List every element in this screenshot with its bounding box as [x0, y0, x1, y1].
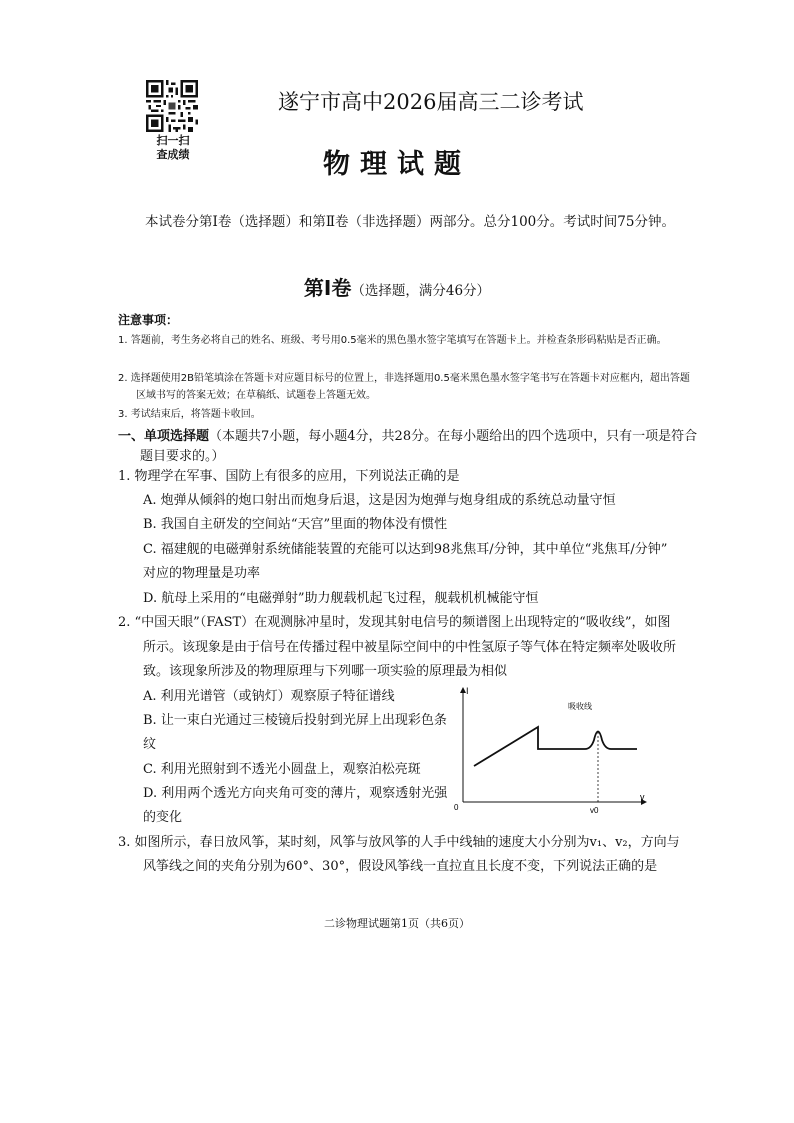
q1-option-a: A. 炮弹从倾斜的炮口射出而炮身后退，这是因为炮弹与炮身组成的系统总动量守恒 [143, 493, 616, 508]
notice-item: 2. 选择题使用2B铅笔填涂在答题卡对应题目标号的位置上，非选择题用0.5毫米黑色墨水签字笔书写在答题卡对应框内，超出答题区域书写的答案无效；在草稿纸、试题卷上答题无效。 [118, 373, 690, 401]
absorption-label: 吸收线 [568, 702, 592, 711]
intro-text: 本试卷分第Ⅰ卷（选择题）和第Ⅱ卷（非选择题）两部分。总分100分。考试时间75分钟。 [145, 214, 675, 230]
section-desc: （本题共7小题，每小题4分，共28分。在每小题给出的四个选项中，只有一项是符合题目要求的。） [140, 429, 698, 464]
q2-stem-cont: 所示。该现象是由于信号在传播过程中被星际空间中的中性氢原子等气体在特定频率处吸收所 [143, 640, 677, 655]
qr-caption: 扫一扫 查成绩 [156, 134, 190, 161]
q2-option-d: D. 利用两个透光方向夹角可变的薄片，观察透射光强 [143, 786, 448, 801]
notice-title: 注意事项： [118, 313, 179, 327]
q2-option-a: A. 利用光谱管（或钠灯）观察原子特征谱线 [143, 689, 395, 704]
subject-title: 物理试题 [323, 149, 471, 180]
q1-option-d: D. 航母上采用的“电磁弹射”助力舰载机起飞过程，舰载机机械能守恒 [143, 591, 539, 606]
volume-note: （选择题，满分46分） [351, 283, 491, 299]
q1-option-c-cont: 对应的物理量是功率 [143, 566, 261, 581]
section-label: 一、单项选择题 [118, 429, 210, 444]
marker-label: v0 [590, 806, 599, 814]
school-title: 遂宁市高中2026届高三二诊考试 [278, 90, 584, 114]
q2-option-c: C. 利用光照射到不透光小圆盘上，观察泊松亮斑 [143, 762, 421, 777]
qr-code-icon[interactable] [146, 80, 198, 132]
y-axis-label: I [466, 686, 469, 696]
q2-option-b: B. 让一束白光通过三棱镜后投射到光屏上出现彩色条 [143, 713, 447, 728]
notice-item: 3. 考试结束后，将答题卡收回。 [118, 409, 261, 420]
origin-label: 0 [454, 803, 459, 812]
spectrum-line [474, 727, 637, 766]
q2-stem: 2. “中国天眼”（FAST）在观测脉冲星时，发现其射电信号的频谱图上出现特定的“吸收线”，如图 [118, 615, 671, 630]
spectrum-figure [452, 682, 660, 814]
q2-option-b-cont: 纹 [143, 737, 157, 752]
q2-stem-cont: 致。该现象所涉及的物理原理与下列哪一项实验的原理最为相似 [143, 664, 508, 679]
section-heading [118, 427, 700, 467]
q1-option-c: C. 福建舰的电磁弹射系统储能装置的充能可以达到98兆焦耳/分钟，其中单位“兆焦耳/分钟” [143, 542, 668, 557]
q1-stem: 1. 物理学在军事、国防上有很多的应用，下列说法正确的是 [118, 469, 460, 484]
q2-option-d-cont: 的变化 [143, 810, 183, 825]
q3-stem-cont: 风筝线之间的夹角分别为60°、30°，假设风筝线一直拉直且长度不变，下列说法正确的是 [143, 859, 658, 874]
notice-item: 1. 答题前，考生务必将自己的姓名、班级、考号用0.5毫米的黑色墨水签字笔填写在答题卡上。并检查条形码粘贴是否正确。 [118, 335, 667, 346]
x-axis-label: v [640, 792, 645, 802]
volume-title: 第Ⅰ卷 [303, 276, 352, 300]
page-footer: 二诊物理试题第1页（共6页） [324, 917, 470, 930]
q1-option-b: B. 我国自主研发的空间站“天宫”里面的物体没有惯性 [143, 517, 448, 532]
volume-heading [0, 272, 794, 301]
q3-stem: 3. 如图所示，春日放风筝，某时刻，风筝与放风筝的人手中线轴的速度大小分别为v₁、v₂，方向与 [118, 835, 680, 850]
